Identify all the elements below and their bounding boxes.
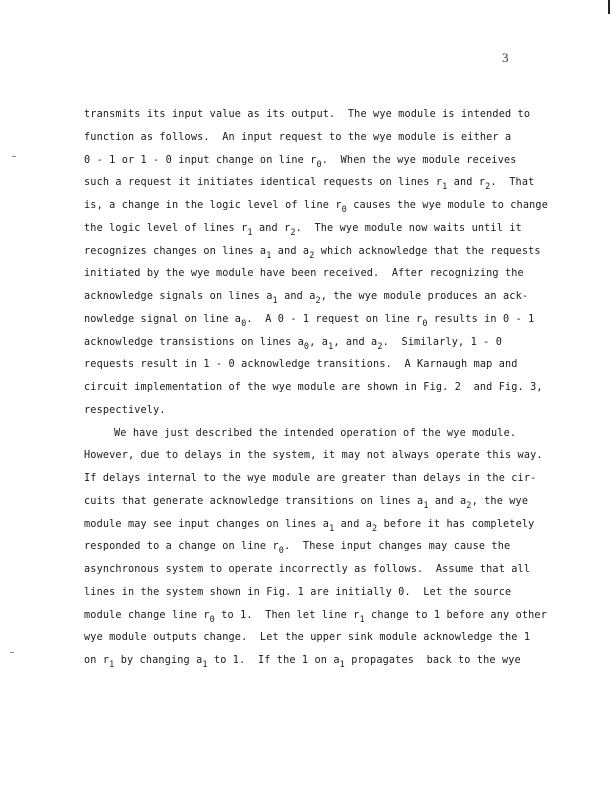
- text-run: . That: [490, 177, 535, 189]
- text-line: [84, 332, 604, 355]
- text-run: is, a change in the logic level of line r: [84, 200, 342, 211]
- text-run: requests result in 1 - 0 acknowledge transitions. A Karnaugh map and: [84, 359, 518, 371]
- text-run: asynchronous system to operate incorrectly as follows. Assume that all: [84, 564, 531, 575]
- text-run: acknowledge transistions on lines a: [84, 336, 304, 348]
- scan-speck: [12, 156, 16, 157]
- text-line: [84, 559, 604, 582]
- subscript: 1: [423, 500, 429, 511]
- subscript: 1: [266, 250, 272, 261]
- subscript: 0: [303, 341, 310, 352]
- subscript: 2: [377, 341, 383, 352]
- text-run: acknowledge signals on lines a: [84, 291, 273, 302]
- subscript: 1: [328, 341, 334, 352]
- text-run: and r: [447, 177, 486, 189]
- subscript: 1: [329, 523, 335, 534]
- text-line: [84, 218, 604, 241]
- text-run: the logic level of lines r: [84, 222, 248, 234]
- subscript: 1: [247, 227, 253, 238]
- page-number: 3: [502, 50, 509, 65]
- text-line: [84, 263, 604, 286]
- text-run: , the wye module produces an ack-: [320, 291, 529, 302]
- text-run: such a request it initiates identical requests on lines r: [84, 177, 443, 189]
- text-line: [84, 514, 604, 537]
- subscript: 0: [209, 614, 215, 625]
- text-run: We have just described the intended operation of the wye module.: [114, 427, 517, 439]
- text-line: [84, 400, 604, 423]
- text-run: and a: [428, 495, 467, 507]
- text-run: and a: [271, 245, 310, 257]
- text-line: [84, 354, 604, 377]
- subscript: 1: [272, 296, 278, 306]
- text-line: [84, 445, 604, 468]
- text-run: results in 0 - 1: [427, 313, 535, 325]
- subscript: 0: [316, 159, 322, 170]
- subscript: 1: [339, 660, 345, 670]
- text-run: initiated by the wye module have been received. After recognizing the: [84, 268, 524, 280]
- text-run: . These input changes may cause the: [284, 541, 511, 553]
- text-line: [84, 172, 604, 195]
- text-line: [84, 423, 604, 446]
- text-run: and a: [277, 291, 316, 302]
- text-line: [84, 627, 604, 650]
- subscript: 1: [359, 614, 365, 625]
- text-run: module change line r: [84, 609, 210, 621]
- text-line: [84, 309, 604, 332]
- text-line: [84, 468, 604, 491]
- subscript: 1: [109, 660, 115, 670]
- text-run: 0 - 1 or 1 - 0 input change on line r: [84, 154, 317, 166]
- subscript: 1: [442, 182, 448, 193]
- text-run: . The wye module now waits until it: [295, 222, 522, 234]
- text-run: , the wye: [471, 495, 529, 507]
- text-run: cuits that generate acknowledge transitions on lines a: [84, 495, 424, 507]
- text-run: recognizes changes on lines a: [84, 245, 267, 257]
- body-text: [84, 104, 604, 673]
- subscript: 2: [485, 182, 491, 193]
- scan-edge-mark: [608, 0, 610, 14]
- subscript: 2: [315, 296, 321, 306]
- subscript: 1: [202, 660, 208, 670]
- text-line: [84, 377, 604, 400]
- text-run: . Similarly, 1 - 0: [382, 336, 502, 348]
- text-run: and a: [334, 518, 373, 530]
- text-line: [84, 104, 604, 127]
- text-line: [84, 150, 604, 173]
- text-line: [84, 536, 604, 559]
- text-line: [84, 286, 604, 309]
- text-run: , a: [309, 336, 329, 348]
- subscript: 0: [422, 318, 428, 329]
- subscript: 2: [372, 523, 378, 534]
- text-run: nowledge signal on line a: [84, 313, 242, 325]
- subscript: 2: [290, 227, 296, 238]
- text-run: to 1. Then let line r: [214, 609, 360, 621]
- text-line: [84, 605, 604, 628]
- text-run: responded to a change on line r: [84, 541, 279, 553]
- text-run: However, due to delays in the system, it may not always operate this way.: [84, 450, 543, 462]
- subscript: 0: [341, 205, 347, 215]
- text-run: circuit implementation of the wye module are shown in Fig. 2 and Fig. 3,: [84, 382, 543, 393]
- scan-speck: [10, 652, 14, 653]
- text-line: [84, 241, 604, 264]
- text-run: to 1. If the 1 on a: [207, 655, 340, 666]
- text-run: If delays internal to the wye module are greater than delays in the cir-: [84, 473, 537, 484]
- text-run: change to 1 before any other: [364, 609, 547, 621]
- subscript: 2: [309, 250, 315, 261]
- text-run: which acknowledge that the requests: [314, 245, 541, 257]
- text-run: transmits its input value as its output. The wye module is intended to: [84, 109, 531, 120]
- text-line: [84, 127, 604, 150]
- text-line: [84, 491, 604, 514]
- text-run: wye module outputs change. Let the upper sink module acknowledge the 1: [84, 632, 531, 644]
- text-run: propagates back to the wye: [344, 655, 521, 666]
- text-run: respectively.: [84, 404, 166, 416]
- text-run: . When the wye module receives: [321, 154, 517, 166]
- text-run: by changing a: [114, 655, 203, 666]
- subscript: 0: [278, 546, 285, 557]
- text-run: , and a: [333, 336, 378, 348]
- text-run: causes the wye module to change: [346, 200, 548, 211]
- text-run: and r: [252, 222, 291, 234]
- text-run: lines in the system shown in Fig. 1 are initially 0. Let the source: [84, 586, 512, 598]
- text-run: function as follows. An input request to the wye module is either a: [84, 131, 512, 143]
- text-line: [84, 582, 604, 605]
- text-run: on r: [84, 655, 110, 666]
- subscript: 2: [466, 500, 472, 511]
- text-run: before it has completely: [377, 518, 535, 530]
- text-run: . A 0 - 1 request on line r: [246, 313, 423, 325]
- text-line: [84, 650, 604, 673]
- text-line: [84, 195, 604, 218]
- subscript: 0: [241, 318, 247, 329]
- text-run: module may see input changes on lines a: [84, 518, 330, 530]
